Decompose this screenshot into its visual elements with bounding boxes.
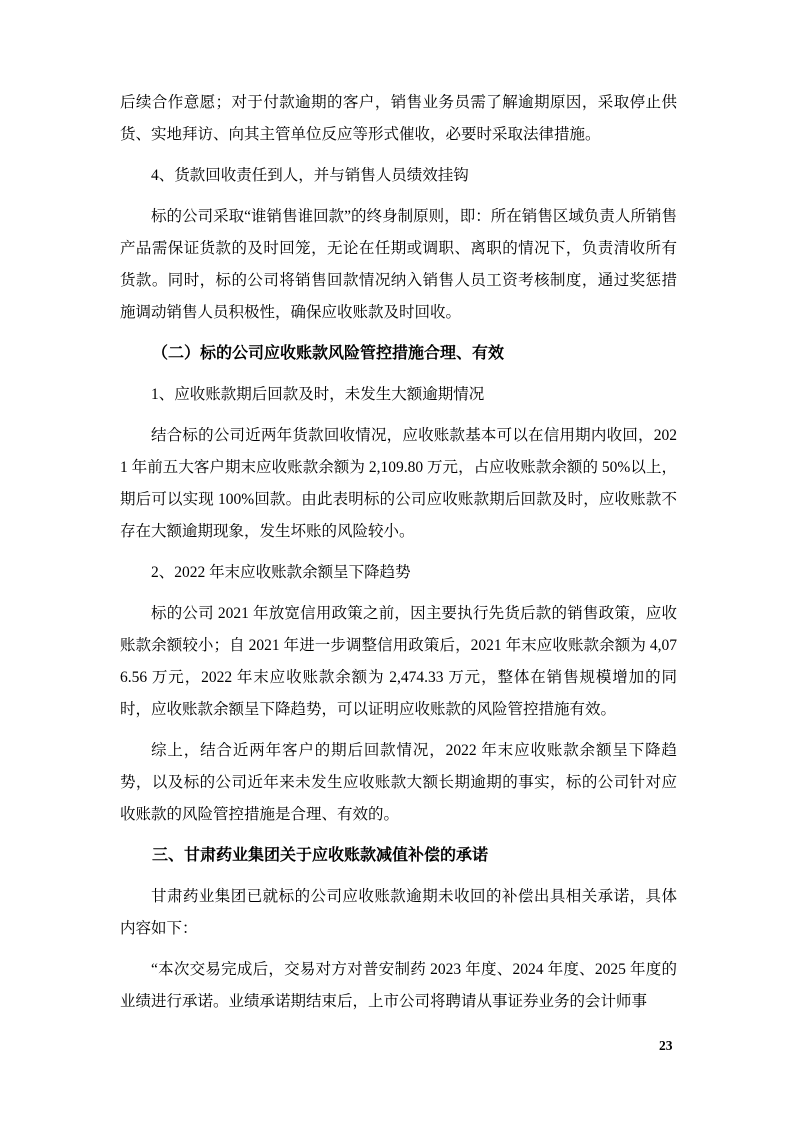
paragraph-commitment-quote: “本次交易完成后，交易对方对普安制药 2023 年度、2024 年度、2025 年度的业绩进行承诺。业绩承诺期结束后，上市公司将聘请从事证券业务的会计师事 — [120, 961, 677, 1010]
section-heading-3: 三、甘肃药业集团关于应收账款减值补偿的承诺 — [152, 847, 489, 864]
paragraph: 标的公司采取“谁销售谁回款”的终身制原则，即：所在销售区域负责人所销售产品需保证货款的及时回笼，无论在任期或调职、离职的情况下，负责清收所有货款。同时，标的公司将销售回款情况纳入销售人员工资考核制度，通过奖惩措施调动销售人员积极性，确保应收账款及时回收。 — [120, 208, 677, 321]
paragraph-summary: 综上，结合近两年客户的期后回款情况，2022 年末应收账款余额呈下降趋势，以及标的公司近年来未发生应收账款大额长期逾期的事实，标的公司针对应收账款的风险管控措施是合理、有效的。 — [120, 742, 677, 823]
section-heading-2: （二）标的公司应收账款风险管控措施合理、有效 — [152, 345, 505, 362]
paragraph-continuation: 后续合作意愿；对于付款逾期的客户，销售业务员需了解逾期原因，采取停止供货、实地拜访、向其主管单位反应等形式催收，必要时采取法律措施。 — [120, 94, 677, 143]
paragraph: 结合标的公司近两年货款回收情况，应收账款基本可以在信用期内收回，2021 年前五大客户期末应收账款余额为 2,109.80 万元，占应收账款余额的 50%以上，期后可以实现 100%回款。由此表明标的公司应收账款期后回款及时，应收账款不存在大额逾期现象，发生坏账的风险较小。 — [120, 427, 677, 540]
numbered-item-4: 4、货款回收责任到人，并与销售人员绩效挂钩 — [151, 167, 469, 184]
paragraph: 甘肃药业集团已就标的公司应收账款逾期未收回的补偿出具相关承诺，具体内容如下： — [120, 888, 677, 937]
document-body — [120, 87, 677, 1027]
numbered-item-2: 2、2022 年末应收账款余额呈下降趋势 — [151, 564, 411, 581]
paragraph: 标的公司 2021 年放宽信用政策之前，因主要执行先货后款的销售政策，应收账款余额较小；自 2021 年进一步调整信用政策后，2021 年末应收账款余额为 4,076.56 万元，2022 年末应收账款余额为 2,474.33 万元，整体在销售规模增加的同时，应收账款余额呈下降趋势，可以证明应收账款的风险管控措施有效。 — [120, 605, 677, 718]
numbered-item-1: 1、应收账款期后回款及时，未发生大额逾期情况 — [151, 386, 485, 403]
page-number: 23 — [659, 1038, 673, 1053]
